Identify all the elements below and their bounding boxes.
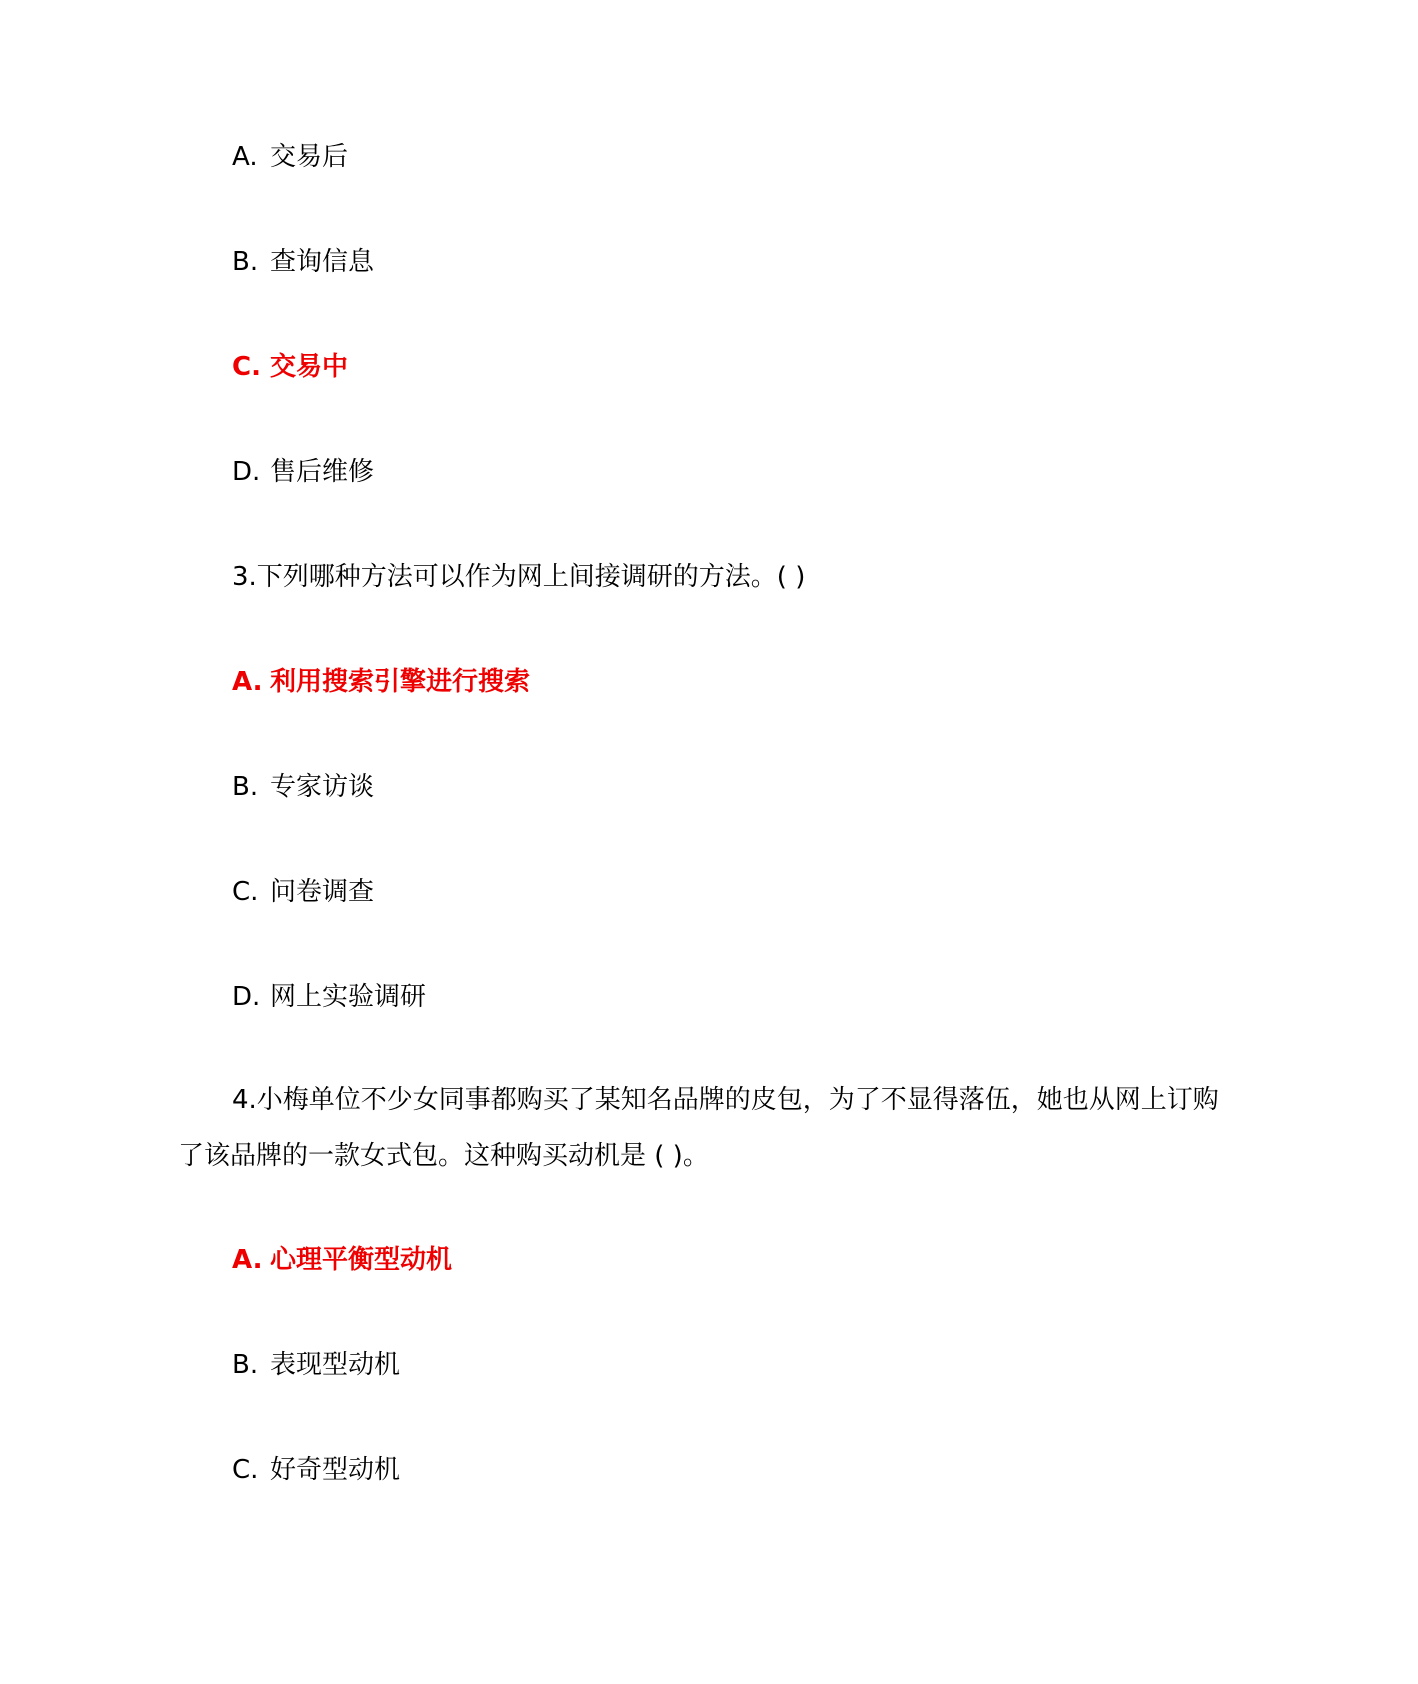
q3-option-c: C. 问卷调查 (232, 877, 375, 907)
question-4: 4.小梅单位不少女同事都购买了某知名品牌的皮包，为了不显得落伍，她也从网上订购了该品牌的一款女式包。这种购买动机是 ( )。 (178, 1085, 1219, 1171)
q3-option-a-correct: A. 利用搜索引擎进行搜索 (232, 667, 531, 697)
q2-option-d: D. 售后维修 (232, 457, 375, 487)
q2-option-b: B. 查询信息 (232, 247, 375, 277)
q3-option-d: D. 网上实验调研 (232, 982, 427, 1012)
q4-option-b: B. 表现型动机 (232, 1350, 401, 1380)
question-3: 3.下列哪种方法可以作为网上间接调研的方法。( ) (232, 562, 806, 592)
q4-option-c: C. 好奇型动机 (232, 1455, 401, 1485)
q2-option-c-correct: C. 交易中 (232, 352, 349, 382)
q4-option-a-correct: A. 心理平衡型动机 (232, 1245, 453, 1275)
q2-option-a: A. 交易后 (232, 142, 349, 172)
q3-option-b: B. 专家访谈 (232, 772, 375, 802)
